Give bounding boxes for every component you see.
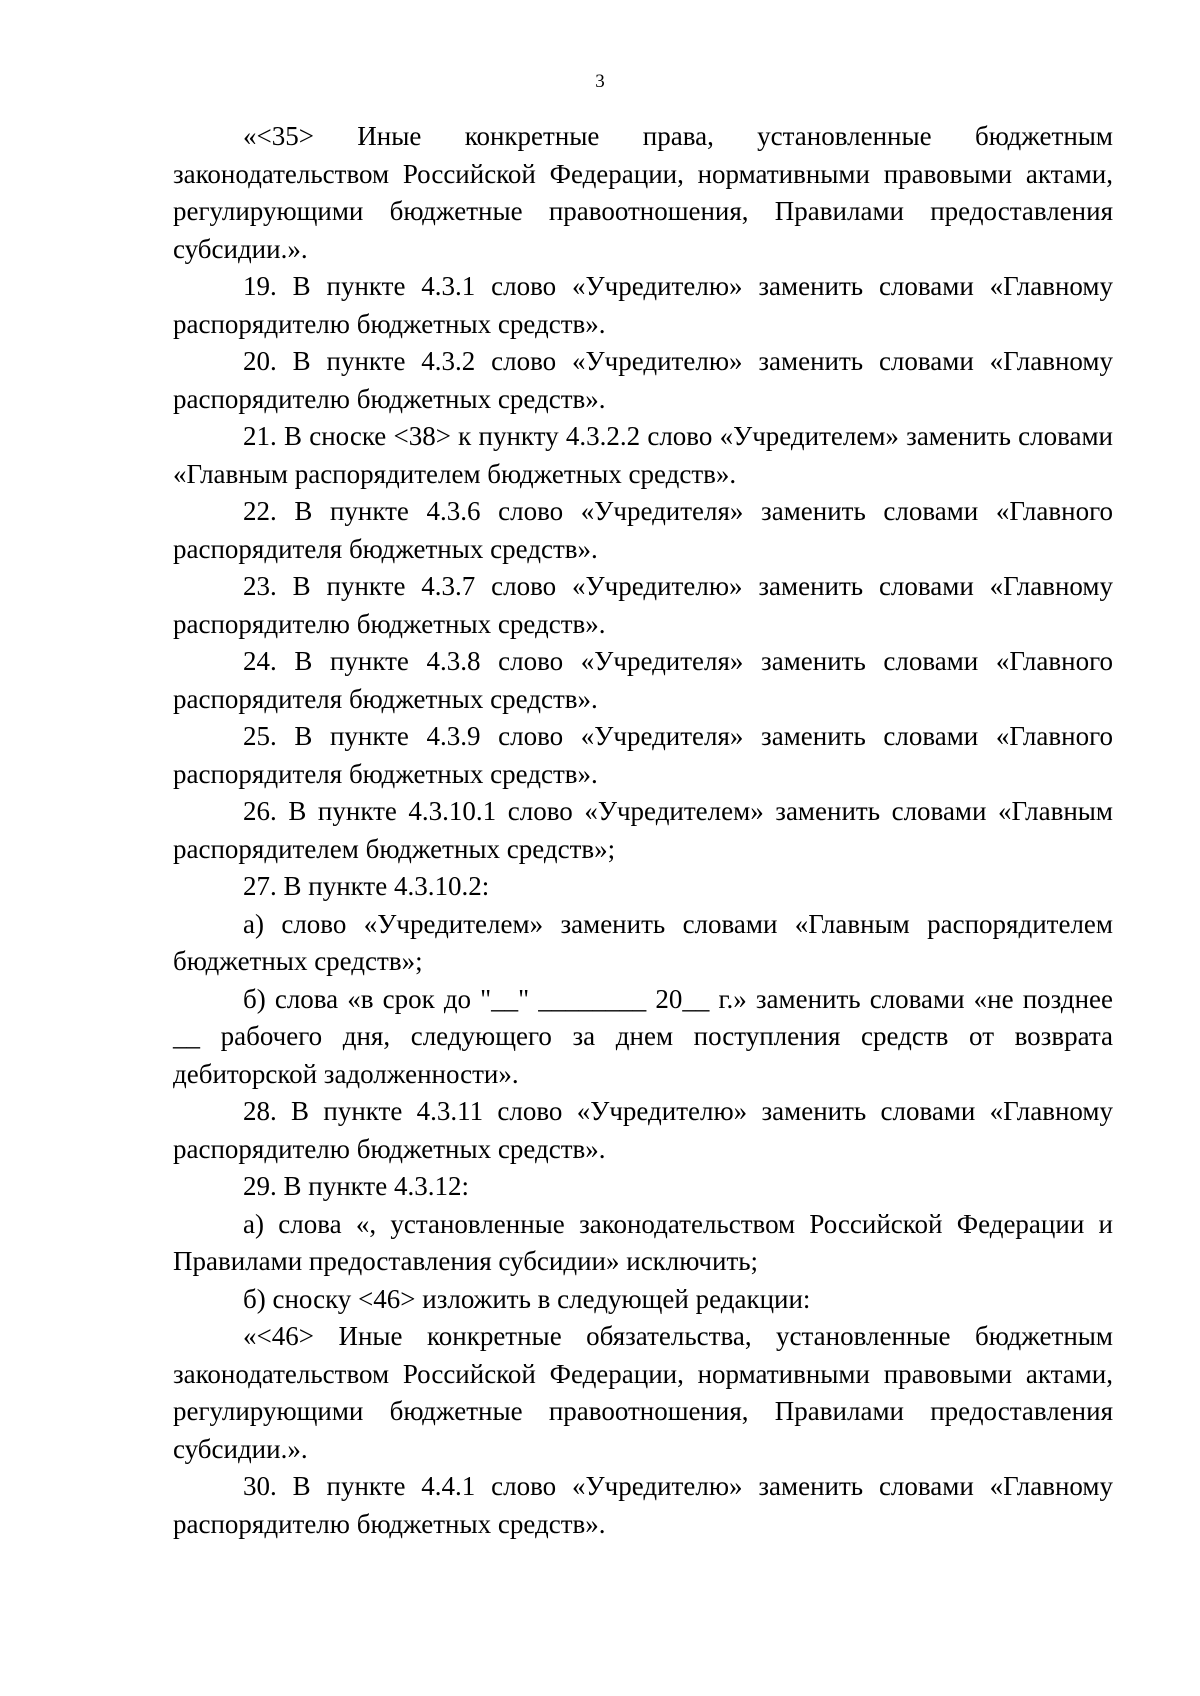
paragraph-item-23: 23. В пункте 4.3.7 слово «Учредителю» заменить словами «Главному распорядителю бюджетных средств». <box>173 571 1113 639</box>
paragraph-item-30: 30. В пункте 4.4.1 слово «Учредителю» заменить словами «Главному распорядителю бюджетных средств». <box>173 1471 1113 1539</box>
paragraph-item-27-b: б) слова «в срок до "__" ________ 20__ г.» заменить словами «не позднее __ рабочего дня, следующего за днем поступления средств от возврата дебиторской задолженности». <box>173 983 1113 1089</box>
paragraph-item-24: 24. В пункте 4.3.8 слово «Учредителя» заменить словами «Главного распорядителя бюджетных средств». <box>173 646 1113 714</box>
paragraph-item-29-a: а) слова «, установленные законодательством Российской Федерации и Правилами предоставления субсидии» исключить; <box>173 1208 1113 1276</box>
paragraph-item-27-a: а) слово «Учредителем» заменить словами «Главным распорядителем бюджетных средств»; <box>173 908 1113 976</box>
paragraph-item-28: 28. В пункте 4.3.11 слово «Учредителю» заменить словами «Главному распорядителю бюджетных средств». <box>173 1096 1113 1164</box>
document-body <box>173 118 1113 1543</box>
paragraph-item-29: 29. В пункте 4.3.12: <box>243 1171 469 1201</box>
paragraph-item-29-b: б) сноску <46> изложить в следующей редакции: <box>243 1283 811 1314</box>
paragraph-item-19: 19. В пункте 4.3.1 слово «Учредителю» заменить словами «Главному распорядителю бюджетных средств». <box>173 271 1113 339</box>
paragraph-footnote-35: «<35> Иные конкретные права, установленные бюджетным законодательством Российской Федерации, нормативными правовыми актами, регулирующими бюджетные правоотношения, Правилами предоставления субсидии.». <box>173 121 1113 264</box>
page-number: 3 <box>595 71 605 92</box>
paragraph-item-26: 26. В пункте 4.3.10.1 слово «Учредителем» заменить словами «Главным распорядителем бюджетных средств»; <box>173 796 1113 864</box>
paragraph-footnote-46: «<46> Иные конкретные обязательства, установленные бюджетным законодательством Российской Федерации, нормативными правовыми актами, регулирующими бюджетные правоотношения, Правилами предоставления субсидии.». <box>173 1321 1113 1464</box>
paragraph-item-22: 22. В пункте 4.3.6 слово «Учредителя» заменить словами «Главного распорядителя бюджетных средств». <box>173 496 1113 564</box>
paragraph-item-27: 27. В пункте 4.3.10.2: <box>243 871 490 901</box>
paragraph-item-20: 20. В пункте 4.3.2 слово «Учредителю» заменить словами «Главному распорядителю бюджетных средств». <box>173 346 1113 414</box>
paragraph-item-25: 25. В пункте 4.3.9 слово «Учредителя» заменить словами «Главного распорядителя бюджетных средств». <box>173 721 1113 789</box>
paragraph-item-21: 21. В сноске <38> к пункту 4.3.2.2 слово «Учредителем» заменить словами «Главным распорядителем бюджетных средств». <box>173 421 1113 489</box>
